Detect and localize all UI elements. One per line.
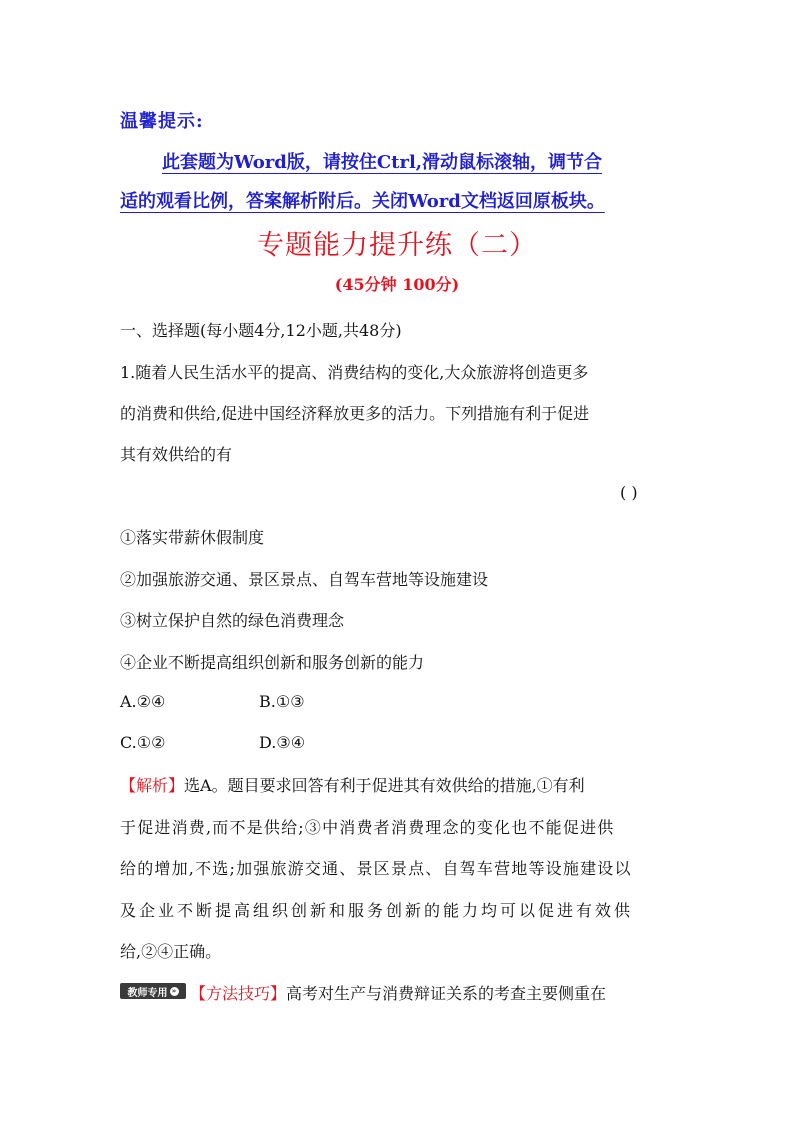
analysis-line (120, 773, 585, 796)
tip-title: 温馨提示: (120, 111, 204, 132)
option-d: D.③④ (259, 733, 306, 752)
tip-line-2: 适的观看比例，答案解析附后。关闭Word文档返回原板块。 (120, 191, 605, 212)
option-b: B.①③ (259, 692, 305, 711)
section-heading: 一、选择题(每小题4分,12小题,共48分) (120, 321, 402, 340)
page-subtitle: (45分钟 100分) (334, 275, 460, 294)
analysis-text: 选A。题目要求回答有利于促进其有效供给的措施,①有利 (184, 776, 585, 795)
answer-blank: ( ) (620, 483, 638, 502)
page-title: 专题能力提升练（二） (257, 230, 537, 261)
analysis-label: 【解析】 (120, 776, 185, 795)
question-item: ①落实带薪休假制度 (120, 528, 265, 547)
arrow-circle-icon: » (170, 987, 179, 996)
teacher-only-badge (120, 983, 186, 999)
analysis-line: 及企业不断提高组织创新和服务创新的能力均可以促进有效供 (120, 901, 634, 920)
option-a: A.②④ (120, 692, 166, 711)
question-item: ②加强旅游交通、景区景点、自驾车营地等设施建设 (120, 570, 489, 589)
question-line: 1.随着人民生活水平的提高、消费结构的变化,大众旅游将创造更多 (120, 363, 589, 382)
analysis-line: 给,②④正确。 (120, 942, 222, 961)
question-line: 其有效供给的有 (120, 445, 233, 464)
analysis-line: 于促进消费,而不是供给;③中消费者消费理念的变化也不能促进供 (120, 818, 615, 837)
method-tip-label: 【方法技巧】 (190, 984, 287, 1003)
tip-line-1: 此套题为Word版，请按住Ctrl,滑动鼠标滚轴，调节合 (162, 152, 603, 173)
method-tip-text: 高考对生产与消费辩证关系的考查主要侧重在 (286, 984, 607, 1003)
question-item: ③树立保护自然的绿色消费理念 (120, 611, 345, 630)
analysis-line: 给的增加,不选;加强旅游交通、景区景点、自驾车营地等设施建设以 (120, 859, 632, 878)
question-line: 的消费和供给,促进中国经济释放更多的活力。下列措施有利于促进 (120, 404, 590, 423)
method-tip-line (190, 981, 606, 1004)
teacher-badge-text: 教师专用 (127, 987, 168, 999)
option-c: C.①② (120, 733, 166, 752)
question-item: ④企业不断提高组织创新和服务创新的能力 (120, 653, 425, 672)
